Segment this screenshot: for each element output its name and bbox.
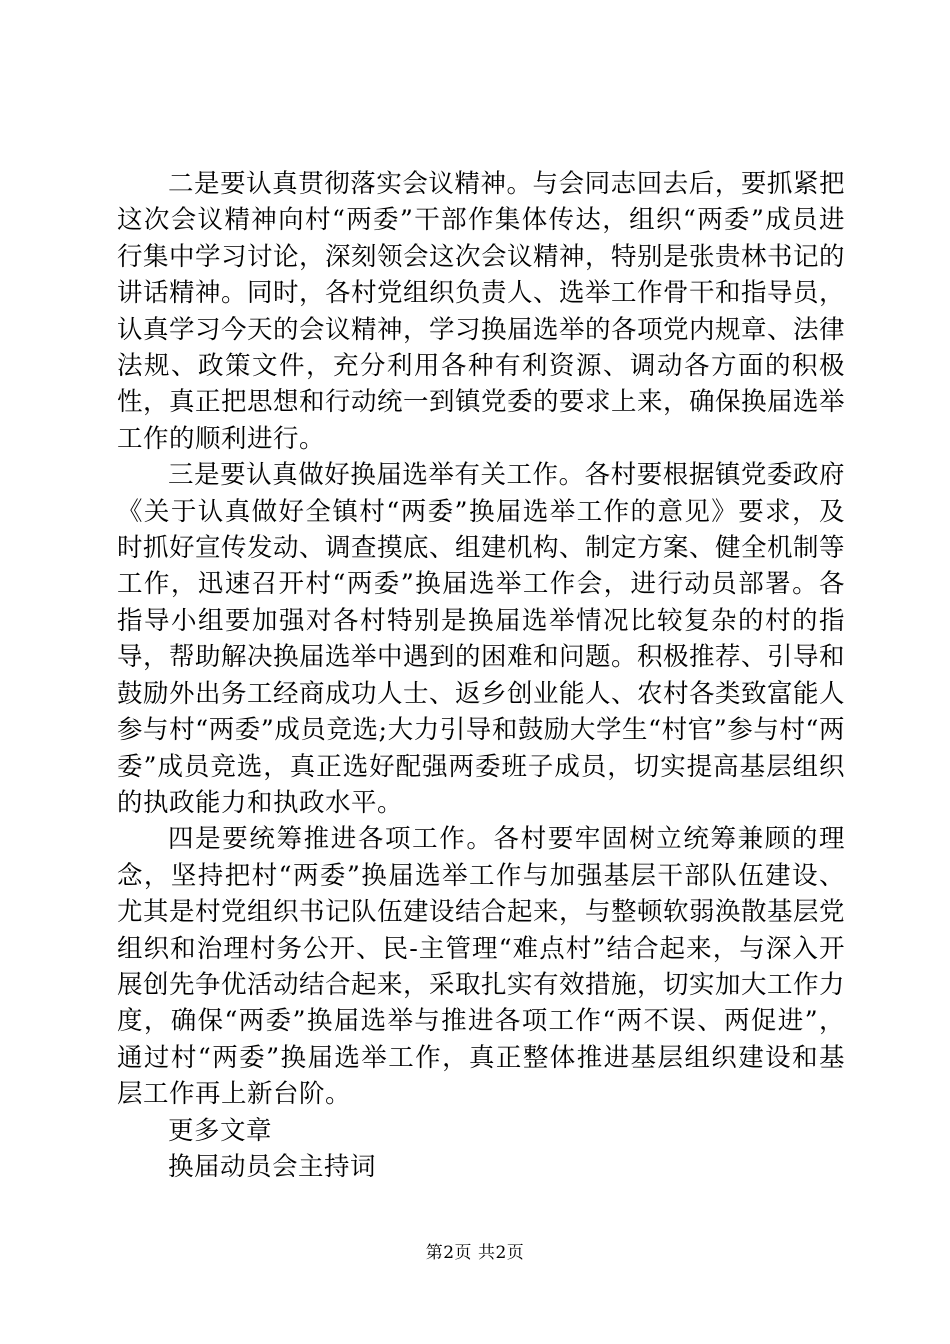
related-article-link[interactable]: 换届动员会主持词 xyxy=(168,1151,377,1182)
paragraph-election-work: 三是要认真做好换届选举有关工作。各村要根据镇党委政府《关于认真做好全镇村“两委”换届选举工作的意见》要求，及时抓好宣传发动、调查摸底、组建机构、制定方案、健全机制等工作，迅速召开村“两委”换届选举工作会，进行动员部署。各指导小组要加强对各村特别是换届选举情况比较复杂的村的指导，帮助解决换届选举中遇到的困难和问题。积极推荐、引导和鼓励外出务工经商成功人士、返乡创业能人、农村各类致富能人参与村“两委”成员竞选;大力引导和鼓励大学生“村官”参与村“两委”成员竞选，真正选好配强两委班子成员，切实提高基层组织的执政能力和执政水平。 xyxy=(117,460,846,818)
paragraph-implement-spirit: 二是要认真贯彻落实会议精神。与会同志回去后，要抓紧把这次会议精神向村“两委”干部作集体传达，组织“两委”成员进行集中学习讨论，深刻领会这次会议精神，特别是张贵林书记的讲话精神。同时，各村党组织负责人、选举工作骨干和指导员，认真学习今天的会议精神，学习换届选举的各项党内规章、法律法规、政策文件，充分利用各种有利资源、调动各方面的积极性，真正把思想和行动统一到镇党委的要求上来，确保换届选举工作的顺利进行。 xyxy=(117,169,846,454)
page-indicator: 第2页 共2页 xyxy=(425,1243,525,1263)
more-articles-label: 更多文章 xyxy=(168,1115,273,1146)
document-body xyxy=(117,166,845,1185)
paragraph-coordinate-work: 四是要统筹推进各项工作。各村要牢固树立统筹兼顾的理念，坚持把村“两委”换届选举工作与加强基层干部队伍建设、尤其是村党组织书记队伍建设结合起来，与整顿软弱涣散基层党组织和治理村务公开、民-主管理“难点村”结合起来，与深入开展创先争优活动结合起来，采取扎实有效措施，切实加大工作力度，确保“两委”换届选举与推进各项工作“两不误、两促进”，通过村“两委”换届选举工作，真正整体推进基层组织建设和基层工作再上新台阶。 xyxy=(117,824,846,1110)
